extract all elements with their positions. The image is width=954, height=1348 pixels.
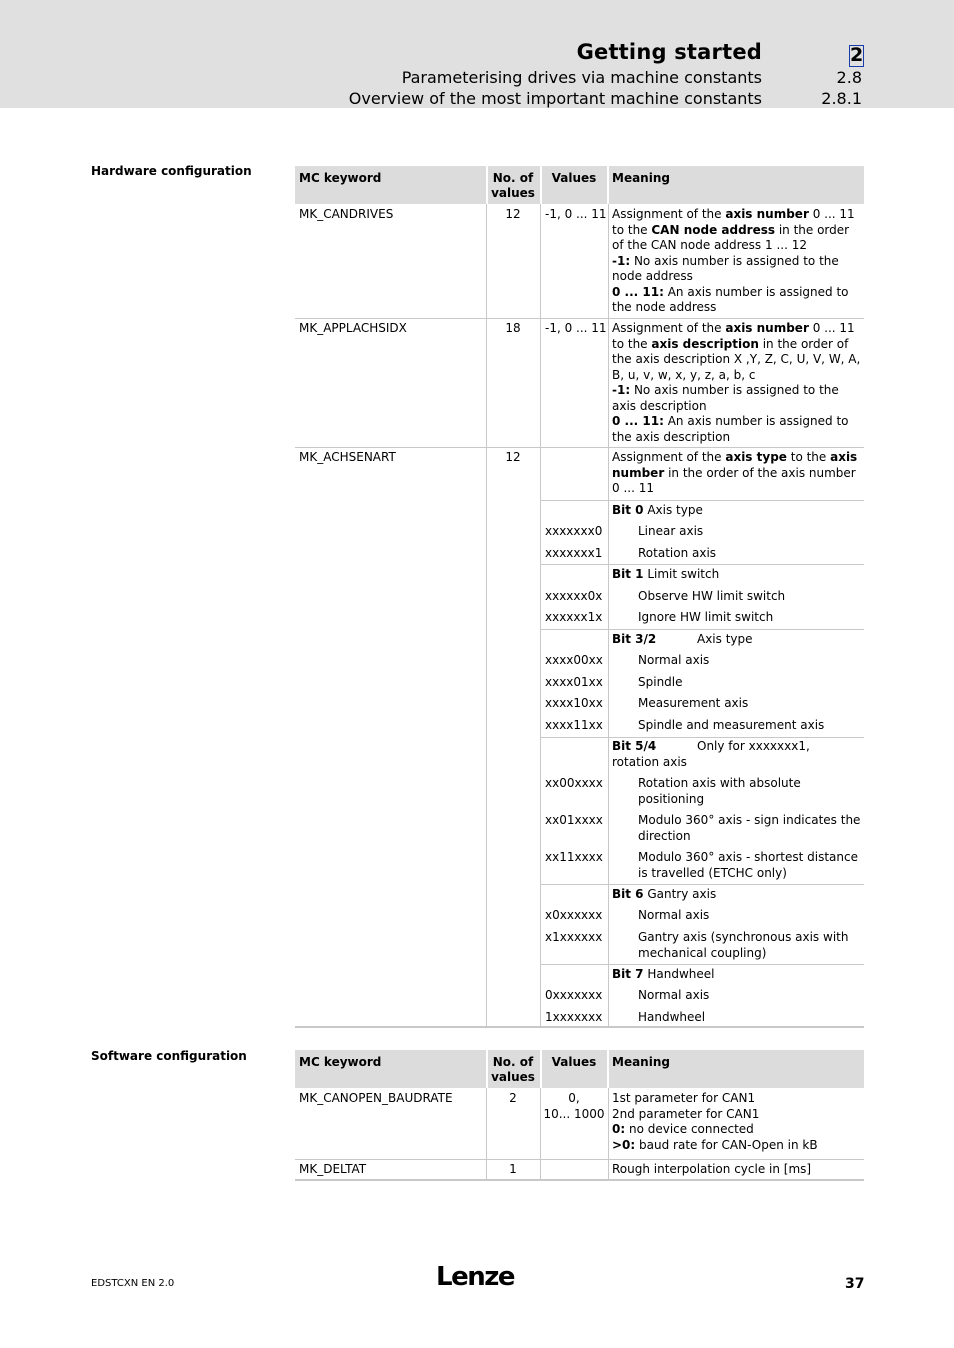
bit32-meaning-3: Measurement axis — [638, 696, 749, 710]
hw-row-achsenart-keyword: MK_ACHSENART — [299, 450, 396, 464]
bit32-code-3: xxxx10xx — [545, 696, 603, 710]
hw-row-achsenart-count: 12 — [505, 450, 521, 464]
row-divider — [541, 737, 864, 738]
bit6-code-1: x0xxxxxx — [545, 908, 603, 922]
bit54-heading: Bit 5/4 Only for xxxxxxx1, rotation axis — [612, 739, 810, 769]
bit7-meaning-1: Normal axis — [638, 988, 710, 1002]
row-divider — [541, 564, 864, 565]
software-configuration-label: Software configuration — [91, 1049, 247, 1063]
sw-row-deltat-meaning: Rough interpolation cycle in [ms] — [612, 1162, 812, 1176]
bit32-meaning-4: Spindle and measurement axis — [638, 718, 825, 732]
bit32-code-2: xxxx01xx — [545, 675, 603, 689]
bit54-meaning-3: Modulo 360° axis - shortest distance is travelled (ETCHC only) — [638, 850, 858, 880]
bit7-code-1: 0xxxxxxx — [545, 988, 603, 1002]
lenze-logo: Lenze — [436, 1262, 514, 1292]
bit1-code-2: xxxxxx1x — [545, 610, 603, 624]
bit0-code-1: xxxxxxx0 — [545, 524, 603, 538]
hw-col-meaning: Meaning — [612, 171, 670, 185]
hw-row-candrives-count: 12 — [505, 207, 521, 221]
bit0-meaning-2: Rotation axis — [638, 546, 717, 560]
bit32-code-1: xxxx00xx — [545, 653, 603, 667]
sw-col-count: No. of values — [491, 1055, 535, 1084]
hw-row-applachsidx-meaning: Assignment of the axis number 0 ... 11 to the axis description in the order of the axis description X ,Y, Z, C, U, V, W, A, B, u, v, w, x, y, z, a, b, c -1: No axis number is assigned to the axis description 0 ... 11: An axis number is assigned to the axis description — [612, 321, 861, 444]
hw-row-applachsidx-count: 18 — [505, 321, 521, 335]
hw-row-candrives-meaning: Assignment of the axis number 0 ... 11 to the CAN node address in the order of the CAN node address 1 ... 12 -1: No axis number is assigned to the node address 0 ... 11: An axis number is assigned to the node address — [612, 207, 855, 314]
table-bottom-rule — [295, 1026, 864, 1028]
bit7-heading: Bit 7 Handwheel — [612, 967, 715, 981]
hw-col-values: Values — [551, 171, 597, 185]
bit6-code-2: x1xxxxxx — [545, 930, 603, 944]
hw-row-applachsidx-values: -1, 0 ... 11 — [545, 321, 607, 335]
bit32-code-4: xxxx11xx — [545, 718, 603, 732]
divider — [608, 204, 609, 1027]
bit0-meaning-1: Linear axis — [638, 524, 704, 538]
bit6-meaning-2: Gantry axis (synchronous axis with mechanical coupling) — [638, 930, 849, 960]
bit6-heading: Bit 6 Gantry axis — [612, 887, 717, 901]
row-divider — [295, 1159, 864, 1160]
hw-col-count: No. of values — [491, 171, 535, 200]
bit54-meaning-2: Modulo 360° axis - sign indicates the direction — [638, 813, 861, 843]
row-divider — [541, 629, 864, 630]
bit1-code-1: xxxxxx0x — [545, 589, 603, 603]
row-divider — [541, 500, 864, 501]
bit32-meaning-2: Spindle — [638, 675, 683, 689]
hw-row-applachsidx-keyword: MK_APPLACHSIDX — [299, 321, 407, 335]
hw-col-keyword: MC keyword — [299, 171, 382, 185]
document-id: EDSTCXN EN 2.0 — [91, 1278, 175, 1289]
sw-col-values: Values — [551, 1055, 597, 1069]
divider — [486, 204, 487, 1027]
row-divider — [541, 884, 864, 885]
page-number: 37 — [845, 1276, 865, 1292]
bit7-meaning-2: Handwheel — [638, 1010, 706, 1024]
bit32-heading: Bit 3/2 Axis type — [612, 632, 753, 646]
sw-row-baudrate-count: 2 — [509, 1091, 517, 1105]
sw-row-baudrate-keyword: MK_CANOPEN_BAUDRATE — [299, 1091, 453, 1105]
sw-col-keyword: MC keyword — [299, 1055, 382, 1069]
bit0-code-2: xxxxxxx1 — [545, 546, 603, 560]
hardware-configuration-label: Hardware configuration — [91, 164, 252, 178]
section-number: 2.8 — [836, 68, 862, 87]
bit7-code-2: 1xxxxxxx — [545, 1010, 603, 1024]
divider — [486, 1088, 487, 1180]
divider — [608, 1088, 609, 1180]
row-divider — [295, 318, 864, 319]
bit54-code-1: xx00xxxx — [545, 776, 603, 790]
chapter-number-link[interactable]: 2 — [850, 44, 864, 66]
subsection-title: Overview of the most important machine constants — [348, 89, 762, 108]
bit1-heading: Bit 1 Limit switch — [612, 567, 720, 581]
bit0-heading: Bit 0 Axis type — [612, 503, 703, 517]
chapter-title: Getting started — [576, 40, 762, 64]
table-bottom-rule — [295, 1179, 864, 1181]
sw-row-baudrate-meaning: 1st parameter for CAN1 2nd parameter for CAN1 0: no device connected >0: baud rate for CAN-Open in kB — [612, 1091, 818, 1152]
subsection-number: 2.8.1 — [821, 89, 862, 108]
bit54-meaning-1: Rotation axis with absolute positioning — [638, 776, 801, 806]
bit32-meaning-1: Normal axis — [638, 653, 710, 667]
hw-row-achsenart-meaning: Assignment of the axis type to the axis number in the order of the axis number 0 ... 11 — [612, 450, 858, 495]
bit54-code-3: xx11xxxx — [545, 850, 603, 864]
sw-row-deltat-count: 1 — [509, 1162, 517, 1176]
bit1-meaning-2: Ignore HW limit switch — [638, 610, 774, 624]
row-divider — [295, 447, 864, 448]
sw-col-meaning: Meaning — [612, 1055, 670, 1069]
section-title: Parameterising drives via machine constants — [401, 68, 762, 87]
bit1-meaning-1: Observe HW limit switch — [638, 589, 786, 603]
sw-row-baudrate-values: 0, 10... 1000 — [543, 1091, 605, 1121]
hw-row-candrives-values: -1, 0 ... 11 — [545, 207, 607, 221]
hw-row-candrives-keyword: MK_CANDRIVES — [299, 207, 394, 221]
bit54-code-2: xx01xxxx — [545, 813, 603, 827]
row-divider — [541, 964, 864, 965]
bit6-meaning-1: Normal axis — [638, 908, 710, 922]
sw-row-deltat-keyword: MK_DELTAT — [299, 1162, 367, 1176]
divider — [540, 1088, 541, 1180]
divider — [540, 204, 541, 1027]
